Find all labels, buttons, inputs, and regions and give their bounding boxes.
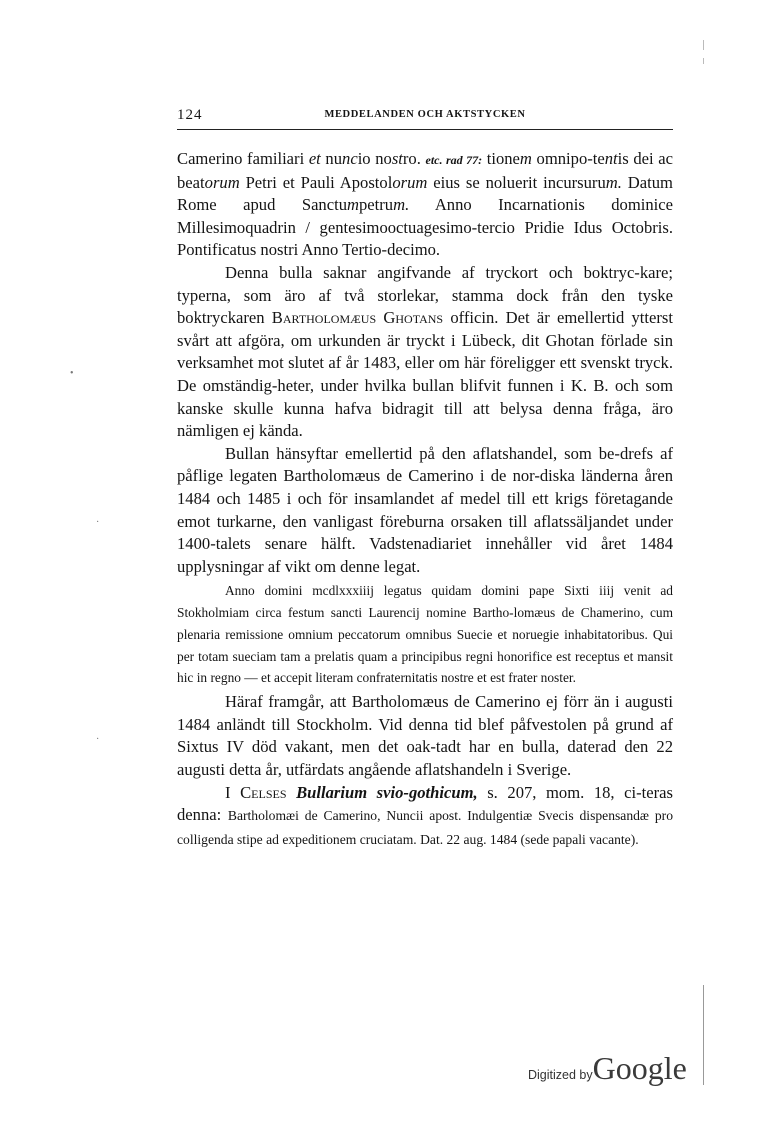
- text-span: Camerino familiari: [177, 149, 305, 168]
- celse-citation-paragraph: [177, 782, 673, 852]
- text-span: tione: [486, 149, 520, 168]
- italic-span: m: [347, 195, 359, 215]
- text-span: io no: [357, 149, 392, 168]
- italic-span: orum: [392, 172, 428, 192]
- text-span: Datum Rome apud Sanctu: [177, 172, 673, 215]
- author-name: Celses: [240, 782, 287, 802]
- margin-speck: ·: [96, 517, 100, 528]
- reference-note: etc. rad 77:: [425, 153, 483, 167]
- italic-span: orum: [204, 172, 240, 192]
- page-edge-mark: [703, 40, 704, 50]
- text-span: Denna bulla saknar angifvande af tryckort och boktryc-kare; typerna, som äro af två storlekar, stamma dock från den tyske boktryckaren: [177, 262, 673, 328]
- text-span: officin. Det är emellertid ytterst svårt att afgöra, om urkunden är tryckt i Lübeck, dit Ghotan förlade sin verksamhet mot slutet af år 1483, eller om här föreligger ett svenskt tryck. De omständig-heter, under hvilka bullan blifvit funnen i K. B. och som kanske skulle kunna hafva bidragit till att belysa denna fråga, äro nämligen ej kända.: [177, 308, 673, 441]
- italic-span: st: [391, 149, 403, 168]
- italic-span: nt: [604, 149, 618, 168]
- text-span: I: [225, 782, 231, 802]
- bull-latin-ending-paragraph: [177, 148, 673, 262]
- text-span: is dei ac beat: [177, 149, 673, 192]
- text-span: eius se noluerit incursuru: [433, 172, 606, 192]
- text-span: petru: [359, 195, 394, 215]
- citation-quote: Bartholomæi de Camerino, Nuncii apost. Indulgentiæ Svecis dispensandæ pro colligenda stipe ad expeditionem cruciatam. Dat. 22 aug. 1484 (sede papali vacante).: [177, 808, 673, 847]
- page-number: 124: [177, 107, 203, 123]
- main-text: [177, 148, 673, 851]
- italic-span: et: [308, 149, 321, 168]
- printer-name: Bartholomæus Ghotans: [271, 308, 444, 328]
- google-logo: Google: [592, 1050, 687, 1086]
- book-title: Bullarium svio-gothicum,: [296, 782, 478, 802]
- text-span: ro.: [402, 149, 421, 168]
- italic-span: m.: [393, 195, 410, 215]
- text-span: omnipo-te: [536, 149, 605, 168]
- page-edge-line: [703, 985, 704, 1085]
- vadstena-diary-quote: Anno domini mcdlxxxiiij legatus quidam domini pape Sixti iiij venit ad Stokholmiam circa festum sancti Laurencij nomine Bartho-lomæus de Chamerino, cum plenaria remissione omnium peccatorum omnibus Suecie et noruegie inhabitatoribus. Qui per totam sueciam tam a prelatis quam a principibus regni honorifice est receptus et mansit hic in regno — et accepit literam confraternitatis nostre et est frater noster.: [177, 583, 673, 686]
- indulgence-trade-paragraph: Bullan hänsyftar emellertid på den aflatshandel, som be-drefs af påflige legaten Bartholomæus de Camerino i de nor-diska länderna åren 1484 och 1485 i och för insamlandet af medel till ett krigs företagande emot turkarne, den vanligast föreburna orsaken till aflatssäljandet under 1400-talets senare hälft. Vadstenadiariet innehåller vid året 1484 upplysningar af vikt om denne legat.: [177, 443, 673, 576]
- text-span: s. 207, mom. 18, ci-teras denna:: [177, 782, 673, 825]
- digitized-label: Digitized by: [528, 1068, 593, 1082]
- text-span: Anno Incarnationis dominice Millesimoquadrin / gentesimooctuagesimo-tercio Pridie Idus Octobris. Pontificatus nostri Anno Tertio-decimo.: [177, 195, 674, 260]
- margin-speck: ·: [96, 734, 100, 745]
- bull-description-paragraph: [177, 262, 673, 443]
- italic-span: m.: [605, 172, 622, 192]
- arrival-paragraph: Häraf framgår, att Bartholomæus de Camerino ej förr än i augusti 1484 anländt till Stockholm. Vid denna tid blef påfvestolen på grund af Sixtus IV död vakant, men det oak-tadt har en bulla, daterad den 22 augusti detta år, utfärdats angående aflatshandeln i Sverige.: [177, 692, 673, 780]
- text-span: nu: [325, 149, 343, 168]
- text-span: Petri et Pauli Apostol: [245, 172, 393, 192]
- page-edge-mark: [703, 58, 704, 64]
- running-head: MEDDELANDEN OCH AKTSTYCKEN: [324, 109, 526, 120]
- page-header: [177, 107, 673, 130]
- italic-span: m: [519, 149, 532, 168]
- margin-speck: •: [70, 368, 74, 379]
- italic-span: nc: [342, 149, 358, 168]
- digitized-by-google-watermark: [528, 1050, 688, 1090]
